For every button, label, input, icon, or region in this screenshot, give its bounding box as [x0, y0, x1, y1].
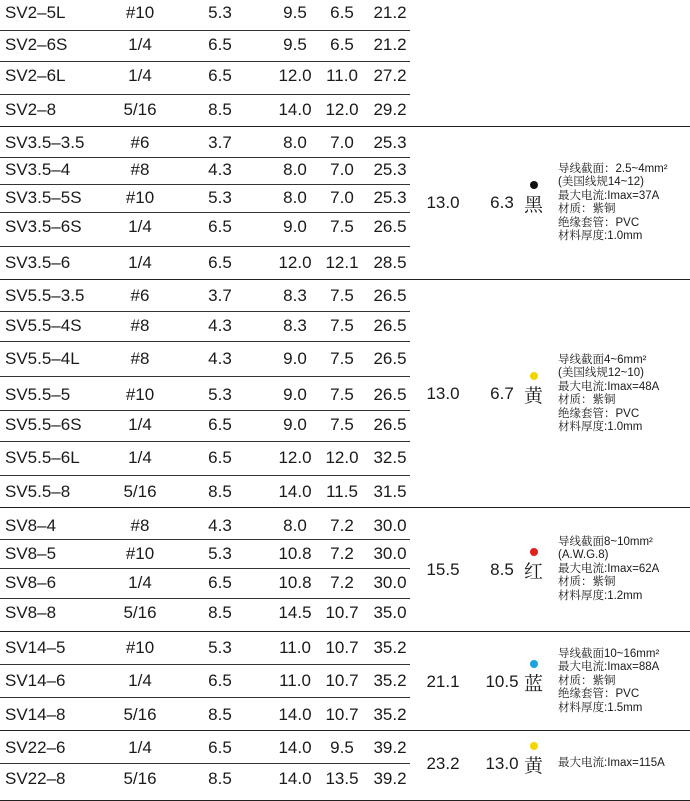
cell-d2: 10.8	[278, 544, 312, 563]
row-divider	[0, 184, 410, 185]
color-dot-icon	[530, 372, 538, 380]
cell-d2: 9.0	[283, 349, 307, 368]
cell-model: SV2–6S	[5, 35, 68, 54]
cell-d1: 3.7	[208, 286, 232, 305]
cell-d4: 21.2	[373, 35, 407, 54]
spec-note-line: 最大电流:Imax=37A	[558, 189, 660, 202]
cell-screw: #8	[130, 516, 150, 535]
cell-d3: 10.7	[325, 671, 359, 690]
spec-note-line: 材料厚度:1.0mm	[558, 421, 643, 433]
cell-d1: 6.5	[208, 415, 232, 434]
group-width: 15.5	[426, 559, 460, 579]
cell-d4: 25.3	[373, 133, 407, 152]
spec-note-line: 导线截面：2.5~4mm²	[558, 162, 668, 175]
cell-model: SV3.5–5S	[5, 188, 82, 207]
cell-d2: 11.0	[279, 671, 311, 690]
group-height: 6.7	[490, 384, 514, 403]
cell-d4: 28.5	[373, 253, 407, 272]
table-row	[0, 543, 410, 565]
cell-d4: 26.5	[373, 316, 407, 335]
cell-d1: 6.5	[208, 448, 232, 467]
cell-screw: 5/16	[123, 482, 157, 501]
cell-d1: 6.5	[208, 738, 232, 757]
cell-d3: 12.1	[325, 253, 359, 272]
cell-screw: 1/4	[128, 415, 152, 434]
spec-note-line: 导线截面10~16mm²	[558, 647, 660, 660]
spec-note-line: 材料厚度:1.5mm	[558, 701, 643, 714]
cell-d4: 26.5	[373, 349, 407, 368]
cell-model: SV5.5–6L	[5, 448, 80, 467]
cell-d3: 11.0	[326, 66, 358, 85]
cell-d2: 14.0	[278, 769, 312, 788]
cell-screw: #10	[125, 188, 155, 207]
table-row	[0, 348, 410, 370]
cell-d1: 8.5	[208, 769, 232, 788]
table-row	[0, 216, 410, 238]
cell-screw: #6	[130, 133, 150, 152]
cell-d1: 6.5	[208, 66, 232, 85]
table-row	[0, 637, 410, 659]
cell-model: SV8–4	[5, 516, 57, 535]
row-divider	[0, 94, 410, 95]
table-row	[0, 187, 410, 209]
cell-d3: 7.5	[330, 286, 354, 305]
cell-d4: 35.2	[373, 638, 407, 657]
row-divider	[0, 376, 410, 377]
cell-d1: 5.3	[208, 638, 232, 657]
cell-d3: 9.5	[330, 738, 354, 757]
cell-d4: 35.2	[373, 705, 407, 724]
table-row	[0, 572, 410, 594]
cell-d1: 6.5	[208, 35, 232, 54]
cell-d2: 8.0	[283, 160, 307, 179]
cell-d3: 12.0	[325, 100, 359, 119]
cell-d4: 29.2	[373, 100, 407, 119]
cell-screw: #8	[130, 316, 150, 335]
cell-d2: 12.0	[278, 448, 312, 467]
cell-d3: 12.0	[325, 448, 359, 467]
group-width: 13.0	[426, 384, 460, 403]
spec-note-line: 材料厚度:1.0mm	[558, 230, 643, 242]
cell-d2: 14.0	[278, 482, 312, 501]
color-dot-icon	[530, 742, 538, 750]
row-divider	[0, 246, 410, 247]
spec-note-line: 材料厚度:1.2mm	[558, 589, 643, 602]
row-divider	[0, 475, 410, 476]
cell-d4: 35.2	[373, 671, 407, 690]
cell-d3: 6.5	[330, 3, 354, 22]
cell-screw: 1/4	[128, 448, 152, 467]
cell-d3: 7.2	[330, 544, 354, 563]
spec-notes	[558, 536, 659, 604]
cell-d3: 11.5	[326, 482, 358, 501]
table-row	[0, 315, 410, 337]
cell-screw: #10	[125, 385, 155, 404]
cell-d1: 3.7	[208, 133, 232, 152]
cell-d3: 10.7	[325, 705, 359, 724]
cell-screw: 5/16	[123, 705, 157, 724]
row-divider	[0, 61, 410, 62]
cell-d3: 7.5	[330, 316, 354, 335]
cell-d4: 26.5	[373, 217, 407, 236]
table-row	[0, 481, 410, 503]
cell-model: SV5.5–5	[5, 385, 71, 404]
cell-screw: #10	[125, 638, 155, 657]
spec-note-line: 导线截面4~6mm²	[558, 353, 647, 366]
cell-model: SV5.5–4L	[5, 349, 80, 368]
spec-note-line: (美国线规14~12)	[558, 176, 644, 188]
cell-model: SV2–5L	[5, 3, 66, 22]
cell-d2: 10.8	[278, 573, 312, 592]
cell-d1: 8.5	[208, 705, 232, 724]
cell-screw: #10	[125, 3, 155, 22]
row-divider	[0, 157, 410, 158]
cell-model: SV8–5	[5, 544, 57, 563]
spec-note-line: 绝缘套管：PVC	[558, 407, 640, 420]
cell-d1: 6.5	[208, 671, 232, 690]
cell-d3: 13.5	[325, 769, 359, 788]
cell-d2: 8.3	[283, 286, 307, 305]
cell-d2: 9.5	[283, 3, 307, 22]
cell-d3: 7.0	[330, 188, 354, 207]
cell-d4: 26.5	[373, 286, 407, 305]
cell-d4: 39.2	[373, 738, 407, 757]
table-row	[0, 99, 410, 121]
cell-d1: 8.5	[208, 603, 232, 622]
cell-d3: 7.5	[330, 217, 354, 236]
spec-notes	[558, 648, 659, 716]
cell-d1: 5.3	[208, 3, 232, 22]
row-divider	[0, 697, 410, 698]
cell-d1: 5.3	[208, 188, 232, 207]
cell-d1: 5.3	[208, 385, 232, 404]
cell-model: SV5.5–6S	[5, 415, 82, 434]
group-info	[410, 126, 690, 279]
color-dot-icon	[530, 548, 538, 556]
table-row	[0, 65, 410, 87]
cell-d3: 10.7	[325, 603, 359, 622]
cell-d1: 4.3	[208, 316, 232, 335]
cell-model: SV22–8	[5, 769, 66, 788]
table-row	[0, 602, 410, 624]
cell-model: SV3.5–6	[5, 253, 71, 272]
row-divider	[0, 441, 410, 442]
table-row	[0, 737, 410, 759]
cell-model: SV2–6L	[5, 66, 66, 85]
spec-note-line: 最大电流:Imax=48A	[558, 380, 660, 393]
cell-d3: 7.2	[330, 516, 354, 535]
cell-d1: 4.3	[208, 349, 232, 368]
cell-model: SV5.5–4S	[5, 316, 82, 335]
table-row	[0, 159, 410, 181]
cell-screw: 1/4	[128, 66, 152, 85]
insulation-color-name: 黄	[524, 754, 544, 777]
cell-screw: 1/4	[128, 217, 152, 236]
table-row	[0, 515, 410, 537]
cell-d2: 12.0	[278, 66, 312, 85]
cell-model: SV22–6	[5, 738, 66, 757]
spec-note-line: 最大电流:Imax=62A	[558, 562, 660, 575]
cell-screw: 5/16	[123, 100, 157, 119]
cell-d3: 7.5	[330, 385, 354, 404]
cell-d1: 6.5	[208, 253, 232, 272]
spec-note-line: 绝缘套管：PVC	[558, 216, 640, 229]
cell-model: SV8–8	[5, 603, 57, 622]
insulation-color-name: 蓝	[524, 672, 544, 695]
cell-d1: 5.3	[208, 544, 232, 563]
spec-note-line: 材质：紫铜	[558, 203, 616, 215]
cell-d2: 11.0	[279, 638, 311, 657]
spec-note-line: 最大电流:Imax=88A	[558, 661, 660, 674]
cell-d1: 8.5	[208, 100, 232, 119]
cell-d4: 30.0	[373, 544, 407, 563]
group-width: 13.0	[426, 193, 460, 212]
cell-d3: 7.2	[330, 573, 354, 592]
cell-d4: 25.3	[373, 160, 407, 179]
row-divider	[0, 598, 410, 599]
cell-screw: #6	[130, 286, 150, 305]
cell-d4: 26.5	[373, 415, 407, 434]
table-row	[0, 285, 410, 307]
table-row	[0, 447, 410, 469]
cell-screw: 1/4	[128, 35, 152, 54]
row-divider	[0, 212, 410, 213]
spec-notes	[558, 163, 668, 244]
group-height: 6.3	[490, 193, 514, 212]
group-info	[410, 279, 690, 507]
spec-note-line: 最大电流:Imax=115A	[558, 756, 665, 769]
table-row	[0, 704, 410, 726]
cell-d2: 8.3	[283, 316, 307, 335]
cell-d4: 27.2	[373, 66, 407, 85]
cell-d3: 7.0	[330, 133, 354, 152]
table-row	[0, 252, 410, 274]
cell-model: SV14–5	[5, 638, 66, 657]
cell-screw: #8	[130, 349, 150, 368]
group-info	[410, 631, 690, 730]
spec-note-line: (美国线规12~10)	[558, 367, 644, 379]
cell-d1: 4.3	[208, 516, 232, 535]
cell-d2: 9.5	[283, 35, 307, 54]
cell-d3: 6.5	[330, 35, 354, 54]
insulation-color-name: 红	[524, 560, 544, 583]
cell-d4: 25.3	[373, 188, 407, 207]
color-dot-icon	[530, 181, 538, 189]
group-height: 10.5	[485, 671, 519, 691]
cell-model: SV3.5–6S	[5, 217, 82, 236]
cell-d4: 31.5	[373, 482, 407, 501]
table-row	[0, 768, 410, 790]
cell-d2: 9.0	[283, 385, 307, 404]
table-row	[0, 414, 410, 436]
cell-model: SV2–8	[5, 100, 57, 119]
cell-d2: 14.5	[278, 603, 312, 622]
cell-d2: 9.0	[283, 415, 307, 434]
cell-screw: 5/16	[123, 603, 157, 622]
cell-d1: 6.5	[208, 573, 232, 592]
insulation-color-name: 黄	[524, 385, 544, 407]
spec-note-line: 导线截面8~10mm²	[558, 535, 653, 548]
group-width: 23.2	[426, 753, 460, 773]
row-divider	[0, 664, 410, 665]
spec-note-line: 材质：紫铜	[558, 394, 616, 406]
spec-note-line: 材质：紫铜	[558, 576, 616, 589]
cell-d2: 9.0	[283, 217, 307, 236]
row-divider	[0, 763, 410, 764]
table-row	[0, 384, 410, 406]
table-row	[0, 34, 410, 56]
table-row	[0, 2, 410, 24]
cell-d4: 30.0	[373, 516, 407, 535]
cell-d2: 8.0	[283, 133, 307, 152]
cell-screw: 1/4	[128, 253, 152, 272]
cell-d2: 14.0	[278, 100, 312, 119]
cell-d2: 8.0	[283, 516, 307, 535]
cell-model: SV14–6	[5, 671, 66, 690]
cell-screw: 5/16	[123, 769, 157, 788]
cell-d4: 30.0	[373, 573, 407, 592]
cell-d4: 35.0	[373, 603, 407, 622]
cell-d2: 14.0	[278, 738, 312, 757]
cell-d3: 7.5	[330, 349, 354, 368]
row-divider	[0, 539, 410, 540]
cell-screw: #10	[125, 544, 155, 563]
cell-d1: 8.5	[208, 482, 232, 501]
row-divider	[0, 410, 410, 411]
spec-note-line: (A.W.G.8)	[558, 549, 609, 562]
cell-screw: #8	[130, 160, 150, 179]
spec-notes	[558, 354, 659, 435]
cell-screw: 1/4	[128, 738, 152, 757]
row-divider	[0, 30, 410, 31]
spec-note-line: 材质：紫铜	[558, 674, 616, 687]
group-info	[410, 730, 690, 800]
cell-d4: 32.5	[373, 448, 407, 467]
cell-screw: 1/4	[128, 671, 152, 690]
cell-d2: 14.0	[278, 705, 312, 724]
cell-d3: 10.7	[325, 638, 359, 657]
color-dot-icon	[530, 660, 538, 668]
cell-model: SV3.5–4	[5, 160, 71, 179]
spec-notes	[558, 757, 665, 771]
table-row	[0, 670, 410, 692]
row-divider	[0, 568, 410, 569]
group-width: 21.1	[426, 671, 460, 691]
cell-d1: 4.3	[208, 160, 232, 179]
cell-d1: 6.5	[208, 217, 232, 236]
row-divider	[0, 341, 410, 342]
cell-d3: 7.0	[330, 160, 354, 179]
group-info	[410, 507, 690, 631]
spec-note-line: 绝缘套管：PVC	[558, 688, 640, 701]
insulation-color-name: 黑	[524, 194, 544, 216]
cell-d2: 12.0	[278, 253, 312, 272]
cell-model: SV8–6	[5, 573, 57, 592]
cell-model: SV5.5–8	[5, 482, 71, 501]
cell-model: SV5.5–3.5	[5, 286, 85, 305]
row-divider	[0, 311, 410, 312]
group-height: 13.0	[485, 753, 519, 773]
table-row	[0, 132, 410, 154]
cell-d4: 21.2	[373, 3, 407, 22]
group-height: 8.5	[490, 559, 514, 579]
cell-d2: 8.0	[283, 188, 307, 207]
cell-d4: 39.2	[373, 769, 407, 788]
cell-model: SV14–8	[5, 705, 66, 724]
cell-d3: 7.5	[330, 415, 354, 434]
cell-screw: 1/4	[128, 573, 152, 592]
cell-model: SV3.5–3.5	[5, 133, 85, 152]
cell-d4: 26.5	[373, 385, 407, 404]
